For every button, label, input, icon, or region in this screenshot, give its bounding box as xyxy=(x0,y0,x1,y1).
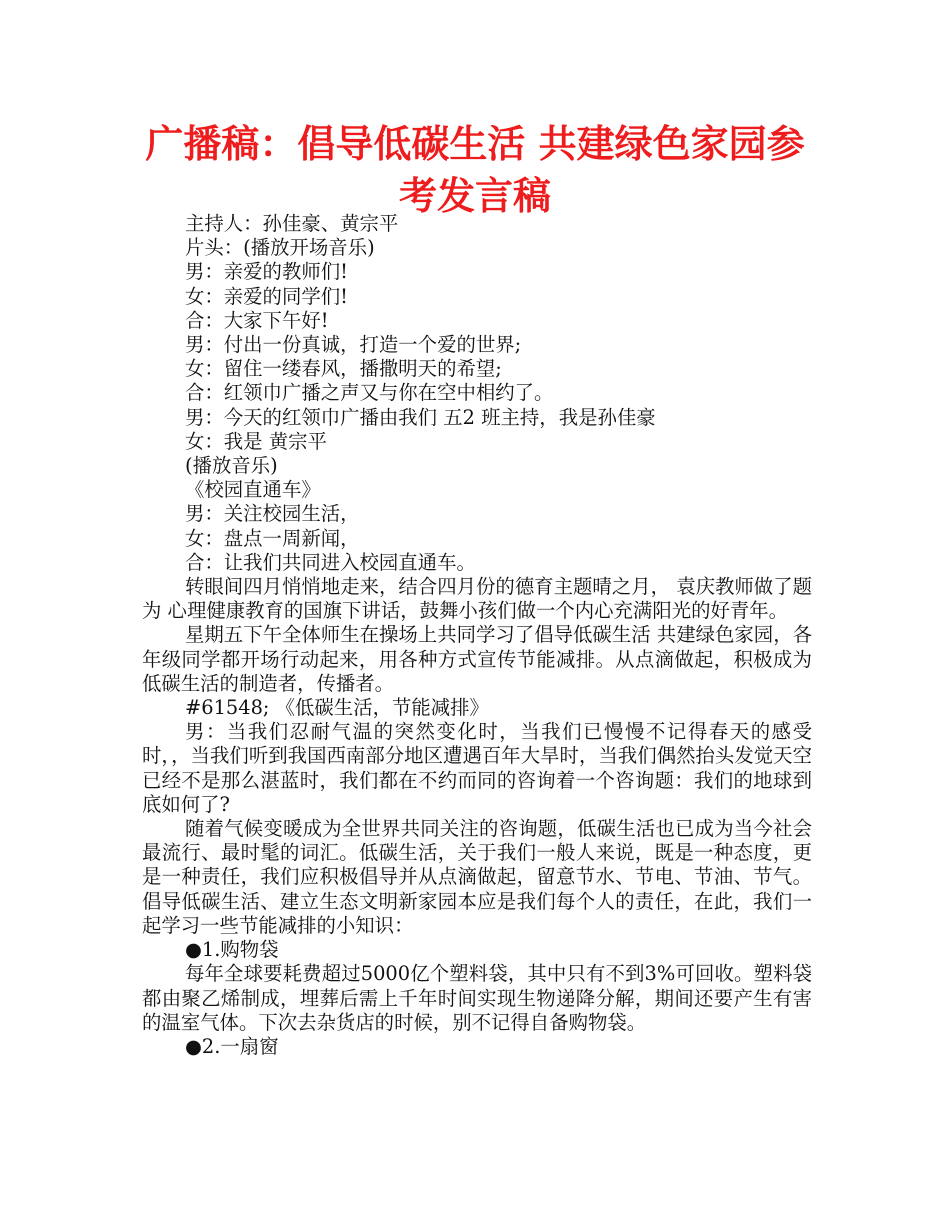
paragraph: 随着气候变暖成为全世界共同关注的咨询题，低碳生活也已成为当今社会最流行、最时髦的词汇。低碳生活，关于我们一般人来说，既是一种态度，更是一种责任，我们应积极倡导并从点滴做起，留意节水、节电、节油、节气。倡导低碳生活、建立生态文明新家园本应是我们每个人的责任，在此，我们一起学习一些节能减排的小知识： xyxy=(142,817,812,937)
dialogue-line: 合：让我们共同进入校园直通车。 xyxy=(185,550,476,574)
dialogue-line: 合：大家下午好! xyxy=(185,308,329,332)
section-heading: #61548; 《低碳生活，节能减排》 xyxy=(185,696,489,720)
item-heading: ●2.一扇窗 xyxy=(185,1034,279,1058)
document-body xyxy=(142,212,812,1059)
dialogue-line: 男：付出一份真诚，打造一个爱的世界; xyxy=(185,333,522,357)
dialogue-line: 男：今天的红领巾广播由我们 五2 班主持，我是孙佳豪 xyxy=(185,405,656,429)
dialogue-line: 女：我是 黄宗平 xyxy=(185,429,327,453)
music-cue: (播放音乐) xyxy=(185,454,278,478)
item-heading: ●1.购物袋 xyxy=(185,938,279,962)
paragraph: 星期五下午全体师生在操场上共同学习了倡导低碳生活 共建绿色家园，各年级同学都开场行动起来，用各种方式宣传节能减排。从点滴做起，积极成为低碳生活的制造者，传播者。 xyxy=(142,623,812,695)
dialogue-line: 男：关注校园生活， xyxy=(185,502,360,526)
paragraph: 每年全球要耗费超过5000亿个塑料袋，其中只有不到3%可回收。塑料袋都由聚乙烯制成，埋葬后需上千年时间实现生物递降分解，期间还要产生有害的温室气体。下次去杂货店的时候，别不记得自备购物袋。 xyxy=(142,962,812,1034)
dialogue-line: 男：亲爱的教师们! xyxy=(185,260,348,284)
paragraph: 男：当我们忍耐气温的突然变化时，当我们已慢慢不记得春天的感受时，，当我们听到我国西南部分地区遭遇百年大旱时，当我们偶然抬头发觉天空已经不是那么湛蓝时，我们都在不约而同的咨询着一个咨询题：我们的地球到底如何了? xyxy=(142,720,812,816)
paragraph: 转眼间四月悄悄地走来，结合四月份的德育主题晴之月， 袁庆教师做了题为 心理健康教育的国旗下讲话，鼓舞小孩们做一个内心充满阳光的好青年。 xyxy=(142,575,812,623)
dialogue-line: 女：亲爱的同学们! xyxy=(185,284,348,308)
host-line: 主持人：孙佳豪、黄宗平 xyxy=(185,212,399,235)
dialogue-line: 女：留住一缕春风，播撒明天的希望; xyxy=(185,357,502,381)
opening-line: 片头：(播放开场音乐) xyxy=(185,236,375,260)
dialogue-line: 合：红领巾广播之声又与你在空中相约了。 xyxy=(185,381,554,405)
document-title: 广播稿：倡导低碳生活 共建绿色家园参考发言稿 xyxy=(145,122,805,218)
segment-title: 《校园直通车》 xyxy=(185,478,321,502)
dialogue-line: 女：盘点一周新闻， xyxy=(185,526,360,550)
